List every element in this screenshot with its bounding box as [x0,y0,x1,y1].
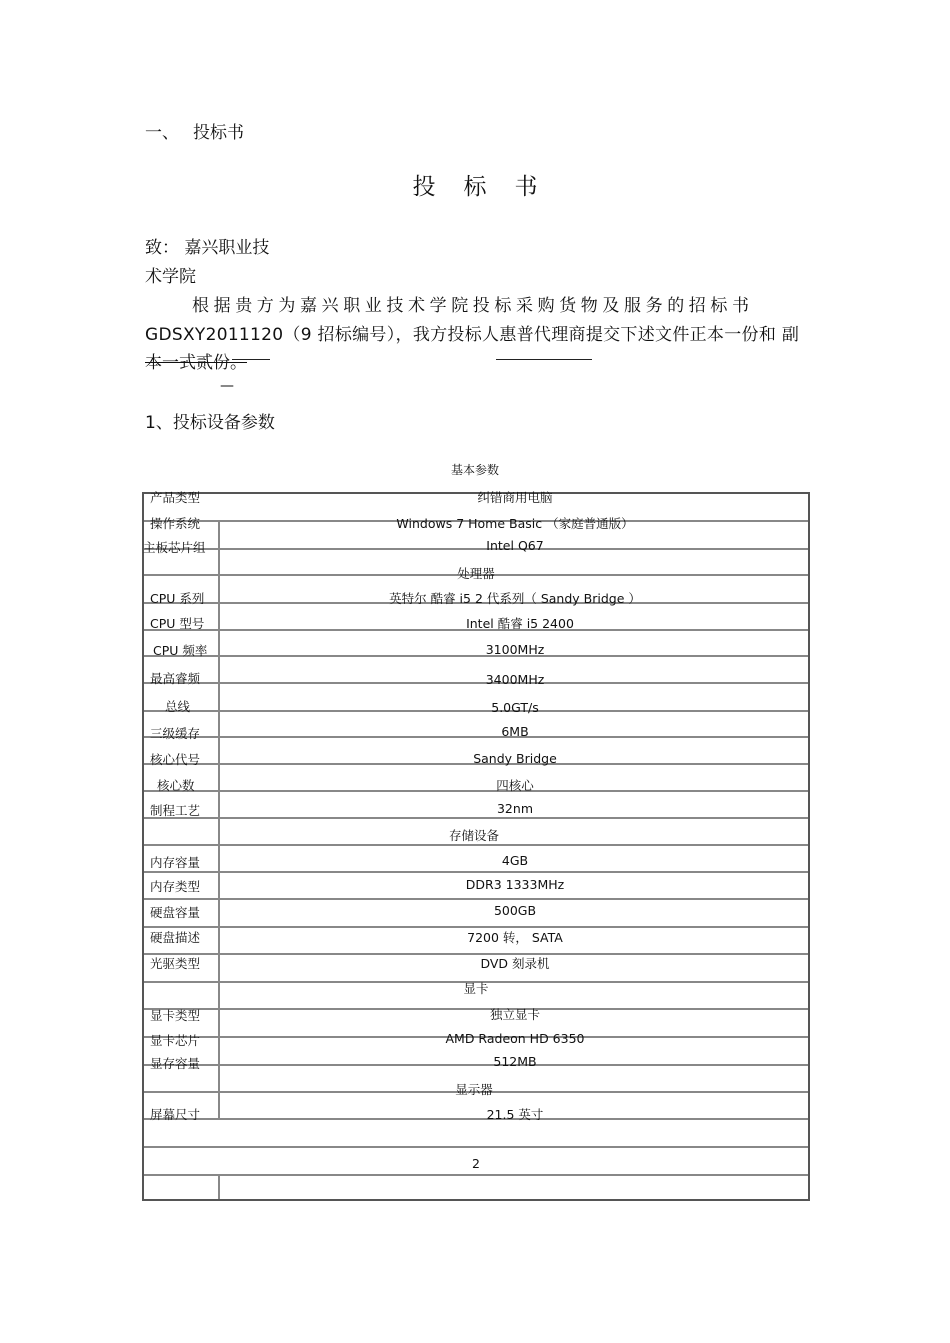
section-heading [145,118,244,143]
row-rule [144,1174,808,1176]
row-value: 独立显卡 [489,1007,540,1022]
row-value: 3400MHz [485,672,545,687]
document-title: 投标书 [412,174,566,200]
column-rule [218,1176,220,1199]
row-value: Windows 7 Home Basic （家庭普通版） [396,516,634,531]
page-number: 2 [472,1156,480,1171]
row-label: 核心数 [157,778,195,793]
row-label: 硬盘描述 [150,930,201,945]
body-line-2: GDSXY2011120（9 招标编号），我方投标人惠普代理商提交下述文件正本一份和 副 [145,325,800,345]
row-value: 纠错商用电脑 [477,490,553,505]
row-label: 硬盘容量 [150,905,201,920]
row-label: CPU 型号 [150,616,205,631]
row-label: CPU 频率 [153,643,208,658]
body-line-3: 本一式贰份。 [145,353,247,373]
row-value: 四核心 [496,778,534,793]
group-header: 显示器 [455,1082,493,1097]
row-label: 主板芯片组 [143,540,206,555]
dash-mark: — [220,378,234,394]
group-header: 存储设备 [448,828,499,843]
row-value: 3100MHz [485,642,545,657]
row-label: 产品类型 [150,490,201,505]
row-label: 制程工艺 [150,803,201,818]
addressee-line-2: 术学院 [145,267,196,287]
row-value: AMD Radeon HD 6350 [445,1031,585,1046]
underline-long [496,359,592,360]
group-header: 处理器 [457,566,495,581]
table-caption: 基本参数 [450,463,499,477]
row-label: 光驱类型 [150,956,201,971]
row-label: 显卡类型 [150,1008,201,1023]
row-value: 32nm [496,801,533,816]
row-label: 屏幕尺寸 [150,1107,201,1122]
row-value: 4GB [501,853,529,868]
row-rule [144,1146,808,1148]
row-rule [144,871,808,873]
row-value: 7200 转， SATA [467,930,563,945]
row-rule [144,844,808,846]
row-value: DVD 刻录机 [480,956,550,971]
group-header: 显卡 [463,981,489,996]
row-value: 500GB [493,903,537,918]
row-value: Sandy Bridge [473,751,557,766]
row-value: 6MB [501,724,529,739]
row-label: CPU 系列 [150,591,205,606]
row-value: Intel 酷睿 i5 2400 [466,616,574,631]
row-label: 总线 [165,699,191,714]
row-label: 三级缓存 [150,726,201,741]
addressee-line-1: 致： 嘉兴职业技 [145,238,270,258]
row-value: 21.5 英寸 [486,1107,544,1122]
row-label: 最高睿频 [150,671,201,686]
row-rule [144,817,808,819]
row-rule [144,898,808,900]
row-label: 内存容量 [150,855,201,870]
section-heading-text: 投标书 [193,123,244,143]
row-value: 512MB [493,1054,537,1069]
body-line-1: 根据贵方为嘉兴职业技术学院投标采购货物及服务的招标书 [192,296,754,316]
row-label: 内存类型 [150,879,201,894]
row-value: 英特尔 酷睿 i5 2 代系列（ Sandy Bridge ） [389,591,641,606]
section-title: 1、投标设备参数 [145,413,275,433]
row-label: 操作系统 [150,516,201,531]
row-label: 显卡芯片 [150,1033,201,1048]
row-label: 核心代号 [150,752,201,767]
section-heading-number: 一、 [145,123,179,143]
row-value: 5.0GT/s [491,700,539,715]
row-value: DDR3 1333MHz [465,877,565,892]
row-label: 显存容量 [150,1056,201,1071]
row-value: Intel Q67 [486,538,544,553]
underline-short [232,359,270,360]
